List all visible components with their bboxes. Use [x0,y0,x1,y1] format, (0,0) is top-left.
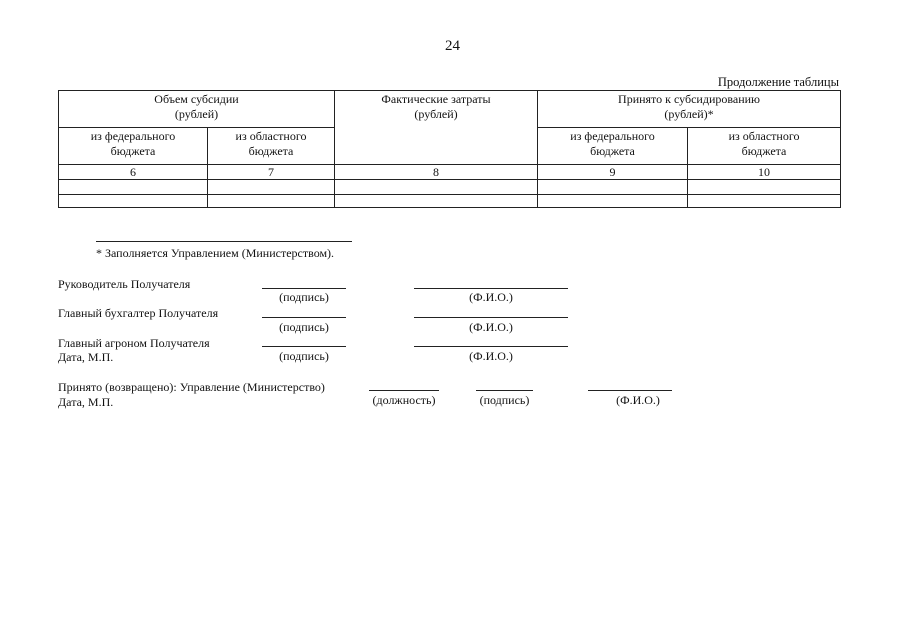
subheader-label: из федерального [570,129,655,143]
column-number-6: 6 [59,165,208,180]
subheader-accepted-federal [538,128,688,165]
table-cell[interactable] [335,180,538,195]
acceptance-label: Принято (возвращено): Управление (Министерство) [58,380,325,394]
header-accepted-title: Принято к субсидированию [618,92,761,106]
table-row [59,195,841,208]
table-cell[interactable] [59,195,208,208]
table-cell[interactable] [208,195,335,208]
subheader-label: бюджета [741,144,787,158]
acceptance-name-line[interactable] [588,390,672,391]
agronomist-signature-caption: (подпись) [279,349,329,363]
date-stamp-label: Дата, М.П. [58,350,114,364]
table-cell[interactable] [335,195,538,208]
subheader-label: из областного [728,129,800,143]
table-header-row [59,91,841,128]
table-cell[interactable] [208,180,335,195]
head-of-recipient-label: Руководитель Получателя [58,277,191,291]
header-subsidy-volume [59,91,335,128]
header-actual-costs [335,91,538,165]
footnote: * Заполняется Управлением (Министерством). [96,246,335,260]
acceptance-position-caption: (должность) [372,393,436,407]
table-cell[interactable] [538,195,688,208]
header-subsidy-volume-unit: (рублей) [174,107,219,121]
accountant-signature-caption: (подпись) [279,320,329,334]
subheader-label: бюджета [248,144,294,158]
subheader-subsidy-regional [208,128,335,165]
subheader-label: бюджета [110,144,156,158]
accountant-name-caption: (Ф.И.О.) [469,320,513,334]
head-name-caption: (Ф.И.О.) [469,290,513,304]
header-actual-costs-title: Фактические затраты [381,92,491,106]
acceptance-position-line[interactable] [369,390,439,391]
agronomist-signature-line[interactable] [262,346,346,347]
column-number-8: 8 [335,165,538,180]
acceptance-date-label: Дата, М.П. [58,395,114,409]
subheader-label: из областного [235,129,307,143]
agronomist-name-line[interactable] [414,346,568,347]
header-actual-costs-unit: (рублей) [414,107,458,121]
footnote-divider [96,241,352,242]
subheader-accepted-regional [688,128,841,165]
subheader-subsidy-federal [59,128,208,165]
agronomist-name-caption: (Ф.И.О.) [469,349,513,363]
head-signature-line[interactable] [262,288,346,289]
header-accepted-unit: (рублей)* [664,107,714,121]
subsidy-table [58,90,841,208]
chief-accountant-label: Главный бухгалтер Получателя [58,306,219,320]
subheader-label: бюджета [590,144,635,158]
acceptance-signature-caption: (подпись) [479,393,530,407]
head-signature-caption: (подпись) [279,290,329,304]
table-cell[interactable] [688,195,841,208]
accountant-signature-line[interactable] [262,317,346,318]
subheader-label: из федерального [90,129,176,143]
acceptance-signature-line[interactable] [476,390,533,391]
table-cell[interactable] [59,180,208,195]
table-cell[interactable] [538,180,688,195]
chief-agronomist-label: Главный агроном Получателя [58,336,210,350]
header-subsidy-volume-title: Объем субсидии [154,92,239,106]
page-number: 24 [445,38,460,54]
column-number-9: 9 [538,165,688,180]
table-cell[interactable] [688,180,841,195]
accountant-name-line[interactable] [414,317,568,318]
column-number-7: 7 [208,165,335,180]
acceptance-name-caption: (Ф.И.О.) [616,393,660,407]
column-number-row [59,165,841,180]
table-continuation-label: Продолжение таблицы [717,75,839,89]
head-name-line[interactable] [414,288,568,289]
column-number-10: 10 [688,165,841,180]
table-row [59,180,841,195]
header-accepted-for-subsidy [538,91,841,128]
